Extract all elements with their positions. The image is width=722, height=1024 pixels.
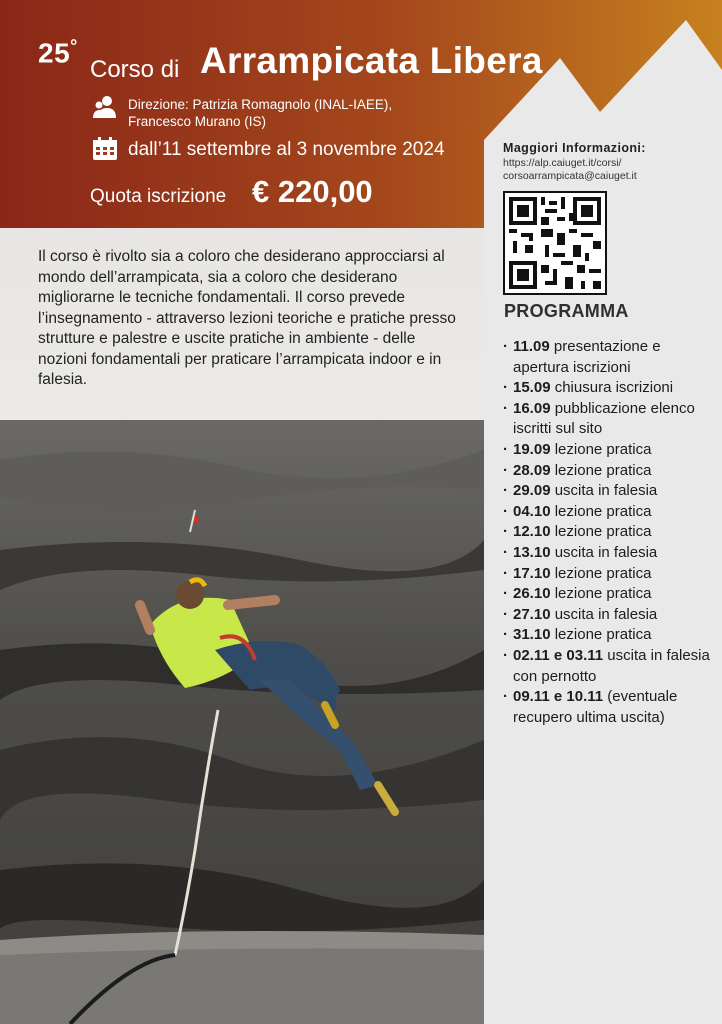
programma-item-date: 28.09 [513,461,551,479]
programma-item [503,502,713,523]
programma-item [503,481,713,502]
info-url[interactable]: https://alp.caiuget.it/corsi/ [503,157,622,169]
programma-item-text: lezione pratica [550,585,652,603]
programma-item-text: lezione pratica [550,461,652,479]
programma-item [503,687,713,728]
page-title: Arrampicata Libera [200,40,543,81]
programma-item [503,399,713,440]
programma-item-text: presentazione e apertura iscrizioni [513,338,661,376]
programma-item-text: uscita in falesia con pernotto [513,646,710,685]
programma-item-date: 12.10 [513,523,551,541]
programma-item-text: lezione pratica [550,502,652,520]
quota-price: € 220,00 [252,174,373,209]
programma-item [503,625,713,646]
programma-item-text: lezione pratica [550,440,652,458]
programma-item-date: 04.10 [513,502,551,520]
programma-list [503,337,713,728]
programma-item-text: lezione pratica [550,626,652,644]
info-email[interactable]: corsoarrampicata@caiuget.it [503,170,637,182]
programma-item-date: 31.10 [513,626,551,644]
edition-number: 25° [38,36,78,69]
programma-item-text: uscita in falesia [550,482,658,500]
programma-item-date: 11.09 [513,338,550,355]
quota-label: Quota iscrizione [90,186,227,207]
programma-item [503,522,713,543]
calendar-icon [92,137,118,161]
intro-text: Il corso è rivolto sia a coloro che desiderano approcciarsi al mondo dell’arrampicata, sia a coloro che desiderano migliorarne le tecniche fondamentali. Il corso prevede l’insegnamento - attraverso lezioni teoriche e pratiche presso strutture e palestre e uscite pratiche in ambiente - delle nozioni fondamentali per praticare l’arrampicata indoor e in falesia. [38,248,456,388]
programma-item-text: (eventuale recupero ultima uscita) [513,688,678,726]
programma-title: PROGRAMMA [504,301,629,321]
programma-item-date: 02.11 e 03.11 [513,646,604,664]
programma-item-date: 29.09 [513,482,551,500]
people-icon [92,94,118,120]
programma-item [503,378,713,399]
programma-item-text: chiusura iscrizioni [550,379,674,397]
programma-item-text: uscita in falesia [550,605,658,623]
programma-item [503,461,713,482]
programma-item [503,605,713,626]
qr-code-icon[interactable] [503,191,607,295]
programma-item-date: 16.09 [513,399,551,417]
programma-item-date: 19.09 [513,440,551,458]
programma-item [503,543,713,564]
programma-item-text: pubblicazione elenco iscritti sul sito [513,399,695,438]
programma-item [503,337,713,378]
programma-item [503,584,713,605]
course-dates: dall’11 settembre al 3 novembre 2024 [128,139,445,160]
info-title: Maggiori Informazioni: [503,141,646,155]
programma-item-date: 17.10 [513,564,551,582]
title-prefix: Corso di [90,56,180,83]
info-contacts[interactable] [503,157,637,183]
programma-item-date: 09.11 e 10.11 [513,688,604,706]
programma-item [503,440,713,461]
programma-item-date: 27.10 [513,605,551,623]
programma-item-date: 15.09 [513,379,551,397]
direction-text: Direzione: Patrizia Romagnolo (INAL-IAEE), Francesco Murano (IS) [128,97,393,129]
programma-item-text: uscita in falesia [550,543,658,561]
programma-item-date: 26.10 [513,585,551,603]
climber-photo [0,420,484,1024]
programma-item-text: lezione pratica [550,523,652,541]
programma-item [503,646,713,687]
programma-item-text: lezione pratica [550,564,652,582]
programma-item-date: 13.10 [513,543,551,561]
programma-item [503,564,713,585]
